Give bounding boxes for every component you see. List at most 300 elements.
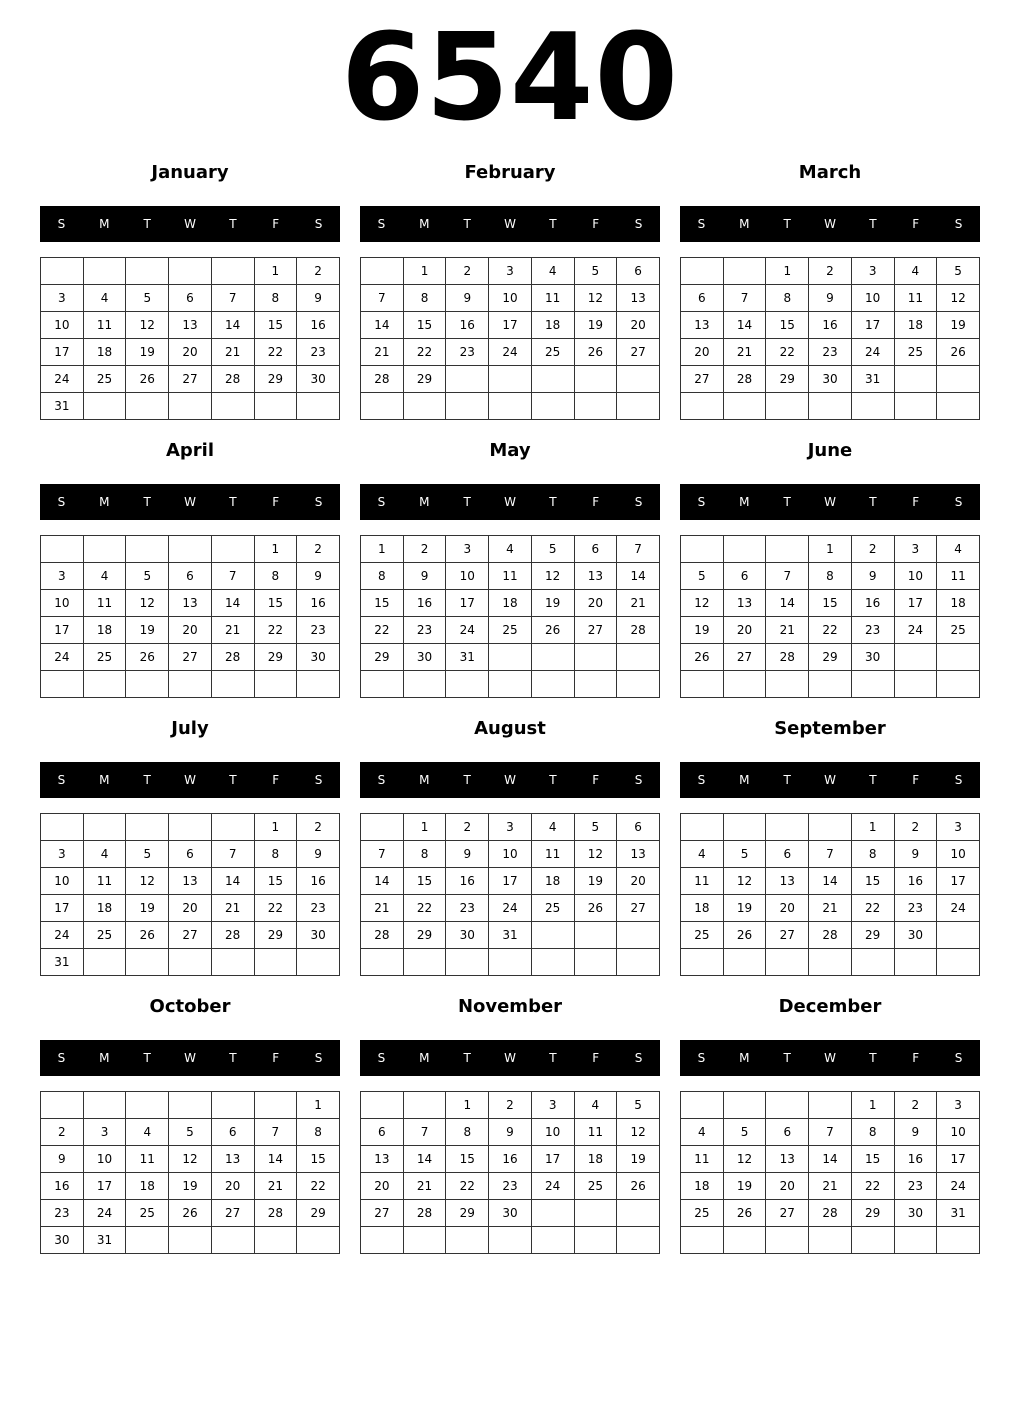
- day-cell: 1: [766, 258, 809, 285]
- day-cell: 21: [403, 1173, 446, 1200]
- day-cell: 20: [211, 1173, 254, 1200]
- day-cell: 23: [403, 617, 446, 644]
- weekday-label: W: [504, 1051, 516, 1065]
- day-cell: 28: [211, 922, 254, 949]
- day-cell: 5: [617, 1092, 660, 1119]
- day-cell: 16: [297, 312, 340, 339]
- day-cell: 2: [403, 536, 446, 563]
- day-cell: 24: [489, 339, 532, 366]
- day-cell: 11: [681, 868, 724, 895]
- day-cell: 22: [809, 617, 852, 644]
- day-cell: 6: [766, 1119, 809, 1146]
- day-cell: [254, 949, 297, 976]
- day-cell: 27: [617, 339, 660, 366]
- weekday-label: S: [314, 773, 323, 787]
- week-row: [681, 949, 980, 976]
- day-cell: 6: [211, 1119, 254, 1146]
- day-cell: [681, 258, 724, 285]
- day-cell: [489, 949, 532, 976]
- day-cell: [531, 949, 574, 976]
- day-cell: [574, 949, 617, 976]
- day-cell: 22: [766, 339, 809, 366]
- weekday-label: M: [419, 217, 430, 231]
- day-cell: 1: [851, 814, 894, 841]
- day-cell: 26: [574, 895, 617, 922]
- day-cell: 27: [169, 366, 212, 393]
- week-row: [681, 868, 980, 895]
- day-cell: [254, 1092, 297, 1119]
- day-cell: 13: [617, 841, 660, 868]
- day-cell: [531, 366, 574, 393]
- day-cell: 31: [446, 644, 489, 671]
- day-cell: 16: [446, 868, 489, 895]
- week-row: [361, 1200, 660, 1227]
- weekday-label: F: [592, 1051, 600, 1065]
- day-cell: 4: [681, 841, 724, 868]
- week-row: [361, 1119, 660, 1146]
- day-cell: 10: [937, 1119, 980, 1146]
- day-cell: 2: [297, 536, 340, 563]
- week-row: [681, 285, 980, 312]
- week-row: [681, 644, 980, 671]
- day-cell: 2: [297, 814, 340, 841]
- day-cell: [297, 1227, 340, 1254]
- day-cell: 9: [809, 285, 852, 312]
- day-cell: [937, 644, 980, 671]
- day-cell: [723, 393, 766, 420]
- weekday-label: M: [739, 217, 750, 231]
- day-cell: 1: [361, 536, 404, 563]
- day-cell: [126, 949, 169, 976]
- day-cell: 20: [361, 1173, 404, 1200]
- month-name: December: [778, 996, 882, 1017]
- day-cell: [531, 644, 574, 671]
- weekday-label: F: [912, 773, 920, 787]
- day-cell: [126, 1092, 169, 1119]
- day-cell: 19: [574, 868, 617, 895]
- day-cell: 29: [766, 366, 809, 393]
- day-cell: 15: [446, 1146, 489, 1173]
- days-grid: [680, 813, 980, 976]
- day-cell: 8: [809, 563, 852, 590]
- day-cell: 25: [681, 922, 724, 949]
- day-cell: 15: [254, 590, 297, 617]
- day-cell: 24: [937, 895, 980, 922]
- weekday-label: F: [592, 217, 600, 231]
- weekday-label: T: [229, 773, 237, 787]
- day-cell: 24: [851, 339, 894, 366]
- day-cell: [126, 258, 169, 285]
- weekday-label: M: [739, 495, 750, 509]
- day-cell: 24: [446, 617, 489, 644]
- day-cell: 24: [489, 895, 532, 922]
- weekday-label: F: [592, 495, 600, 509]
- day-cell: 17: [937, 868, 980, 895]
- day-cell: 29: [403, 922, 446, 949]
- weekday-label: M: [739, 773, 750, 787]
- weekday-label: F: [592, 773, 600, 787]
- weekday-label: S: [634, 773, 643, 787]
- day-cell: 17: [83, 1173, 126, 1200]
- day-cell: 29: [446, 1200, 489, 1227]
- week-row: [41, 895, 340, 922]
- day-cell: 9: [851, 563, 894, 590]
- day-cell: 26: [126, 366, 169, 393]
- day-cell: 26: [723, 1200, 766, 1227]
- day-cell: 3: [851, 258, 894, 285]
- day-cell: 26: [681, 644, 724, 671]
- day-cell: 4: [126, 1119, 169, 1146]
- week-row: [361, 258, 660, 285]
- day-cell: 20: [681, 339, 724, 366]
- week-row: [361, 617, 660, 644]
- day-cell: [41, 258, 84, 285]
- day-cell: 25: [531, 895, 574, 922]
- day-cell: 30: [894, 1200, 937, 1227]
- day-cell: 18: [574, 1146, 617, 1173]
- day-cell: 22: [254, 895, 297, 922]
- day-cell: 25: [937, 617, 980, 644]
- day-cell: 17: [41, 617, 84, 644]
- day-cell: 8: [403, 841, 446, 868]
- day-cell: 8: [361, 563, 404, 590]
- day-cell: 29: [254, 922, 297, 949]
- day-cell: [297, 949, 340, 976]
- day-cell: 8: [403, 285, 446, 312]
- weekday-label: M: [419, 773, 430, 787]
- day-cell: 21: [723, 339, 766, 366]
- day-cell: 1: [403, 258, 446, 285]
- day-cell: 12: [937, 285, 980, 312]
- day-cell: [169, 1227, 212, 1254]
- day-cell: 11: [531, 841, 574, 868]
- day-cell: 4: [83, 841, 126, 868]
- day-cell: 2: [446, 258, 489, 285]
- week-row: [361, 949, 660, 976]
- day-cell: [894, 949, 937, 976]
- weekday-label: S: [954, 217, 963, 231]
- day-cell: 2: [489, 1092, 532, 1119]
- day-cell: 18: [681, 1173, 724, 1200]
- day-cell: 14: [211, 868, 254, 895]
- day-cell: 5: [531, 536, 574, 563]
- day-cell: [403, 1092, 446, 1119]
- day-cell: 7: [211, 285, 254, 312]
- weekday-label: W: [824, 1051, 836, 1065]
- day-cell: 1: [254, 536, 297, 563]
- day-cell: 16: [809, 312, 852, 339]
- day-cell: [681, 949, 724, 976]
- day-cell: 11: [126, 1146, 169, 1173]
- day-cell: 18: [83, 339, 126, 366]
- day-cell: 28: [809, 922, 852, 949]
- day-cell: [446, 393, 489, 420]
- day-cell: 24: [41, 644, 84, 671]
- days-grid: [40, 813, 340, 976]
- day-cell: 12: [126, 590, 169, 617]
- day-cell: 14: [403, 1146, 446, 1173]
- week-row: [361, 1146, 660, 1173]
- weekday-label: T: [229, 1051, 237, 1065]
- week-row: [41, 563, 340, 590]
- day-cell: [83, 949, 126, 976]
- day-cell: [723, 536, 766, 563]
- day-cell: 11: [83, 312, 126, 339]
- weekday-label: F: [272, 217, 280, 231]
- day-cell: 12: [531, 563, 574, 590]
- day-cell: [489, 393, 532, 420]
- day-cell: 16: [851, 590, 894, 617]
- days-grid: [680, 1091, 980, 1254]
- day-cell: [851, 671, 894, 698]
- week-row: [361, 563, 660, 590]
- day-cell: 28: [361, 366, 404, 393]
- day-cell: 5: [574, 814, 617, 841]
- week-row: [41, 536, 340, 563]
- week-row: [681, 895, 980, 922]
- weekday-label: M: [99, 495, 110, 509]
- week-row: [361, 339, 660, 366]
- day-cell: [126, 814, 169, 841]
- week-row: [361, 590, 660, 617]
- weekday-header: [360, 206, 660, 242]
- day-cell: 7: [723, 285, 766, 312]
- weekday-header: [40, 206, 340, 242]
- day-cell: 27: [766, 1200, 809, 1227]
- day-cell: 18: [126, 1173, 169, 1200]
- day-cell: 11: [83, 868, 126, 895]
- weekday-label: M: [99, 1051, 110, 1065]
- week-row: [681, 1200, 980, 1227]
- day-cell: 25: [574, 1173, 617, 1200]
- day-cell: 3: [489, 258, 532, 285]
- day-cell: [894, 393, 937, 420]
- day-cell: [446, 949, 489, 976]
- weekday-label: S: [697, 773, 706, 787]
- day-cell: 30: [297, 366, 340, 393]
- day-cell: [211, 814, 254, 841]
- day-cell: 15: [851, 868, 894, 895]
- day-cell: 9: [297, 563, 340, 590]
- weekday-label: M: [419, 495, 430, 509]
- day-cell: [809, 814, 852, 841]
- weekday-label: W: [504, 773, 516, 787]
- day-cell: 2: [894, 1092, 937, 1119]
- day-cell: 10: [851, 285, 894, 312]
- day-cell: 30: [851, 644, 894, 671]
- weekday-label: F: [912, 495, 920, 509]
- day-cell: 15: [297, 1146, 340, 1173]
- day-cell: 1: [446, 1092, 489, 1119]
- day-cell: 14: [211, 312, 254, 339]
- weekday-header: [360, 762, 660, 798]
- day-cell: 29: [403, 366, 446, 393]
- day-cell: 27: [361, 1200, 404, 1227]
- day-cell: 9: [297, 285, 340, 312]
- weekday-label: S: [954, 495, 963, 509]
- day-cell: [126, 393, 169, 420]
- day-cell: 14: [361, 868, 404, 895]
- day-cell: 13: [723, 590, 766, 617]
- day-cell: 3: [41, 563, 84, 590]
- day-cell: [809, 671, 852, 698]
- week-row: [361, 841, 660, 868]
- month-name: November: [457, 996, 563, 1017]
- weekday-label: S: [697, 1051, 706, 1065]
- day-cell: 4: [531, 814, 574, 841]
- day-cell: 19: [937, 312, 980, 339]
- day-cell: [851, 393, 894, 420]
- day-cell: 25: [681, 1200, 724, 1227]
- weekday-label: T: [229, 217, 237, 231]
- day-cell: [574, 644, 617, 671]
- day-cell: 4: [937, 536, 980, 563]
- day-cell: 13: [681, 312, 724, 339]
- day-cell: 23: [894, 895, 937, 922]
- day-cell: [446, 1227, 489, 1254]
- day-cell: 30: [297, 644, 340, 671]
- day-cell: 11: [489, 563, 532, 590]
- weekday-label: W: [824, 217, 836, 231]
- week-row: [681, 339, 980, 366]
- day-cell: 15: [254, 868, 297, 895]
- day-cell: 14: [766, 590, 809, 617]
- weekday-label: W: [184, 217, 196, 231]
- day-cell: [681, 1092, 724, 1119]
- weekday-label: W: [184, 1051, 196, 1065]
- weekday-label: S: [57, 1051, 66, 1065]
- weekday-header: [360, 1040, 660, 1076]
- weekday-label: T: [463, 217, 471, 231]
- week-row: [361, 895, 660, 922]
- day-cell: [254, 671, 297, 698]
- day-cell: [211, 536, 254, 563]
- day-cell: 12: [574, 285, 617, 312]
- day-cell: 13: [211, 1146, 254, 1173]
- day-cell: [41, 814, 84, 841]
- day-cell: 6: [766, 841, 809, 868]
- day-cell: 2: [851, 536, 894, 563]
- week-row: [41, 949, 340, 976]
- day-cell: 5: [723, 1119, 766, 1146]
- day-cell: [937, 922, 980, 949]
- weekday-label: S: [377, 1051, 386, 1065]
- day-cell: 12: [126, 868, 169, 895]
- day-cell: [531, 922, 574, 949]
- day-cell: 25: [894, 339, 937, 366]
- week-row: [41, 1119, 340, 1146]
- day-cell: 7: [211, 841, 254, 868]
- weekday-header: [360, 484, 660, 520]
- day-cell: 21: [766, 617, 809, 644]
- weekday-label: T: [869, 217, 877, 231]
- days-grid: [360, 535, 660, 698]
- week-row: [681, 1227, 980, 1254]
- weekday-label: S: [697, 495, 706, 509]
- day-cell: 16: [894, 868, 937, 895]
- day-cell: 5: [126, 563, 169, 590]
- day-cell: 12: [723, 1146, 766, 1173]
- day-cell: [361, 671, 404, 698]
- day-cell: [489, 644, 532, 671]
- day-cell: 13: [169, 312, 212, 339]
- day-cell: 29: [851, 1200, 894, 1227]
- weekday-label: W: [184, 495, 196, 509]
- day-cell: 8: [851, 841, 894, 868]
- weekday-header: [680, 762, 980, 798]
- day-cell: 17: [531, 1146, 574, 1173]
- week-row: [41, 258, 340, 285]
- day-cell: [489, 671, 532, 698]
- day-cell: 16: [403, 590, 446, 617]
- week-row: [41, 285, 340, 312]
- weekday-label: M: [419, 1051, 430, 1065]
- day-cell: 10: [489, 285, 532, 312]
- day-cell: [254, 393, 297, 420]
- day-cell: [83, 258, 126, 285]
- day-cell: 19: [681, 617, 724, 644]
- day-cell: 2: [446, 814, 489, 841]
- day-cell: 28: [617, 617, 660, 644]
- day-cell: [681, 1227, 724, 1254]
- day-cell: 26: [937, 339, 980, 366]
- day-cell: [169, 671, 212, 698]
- day-cell: 26: [126, 644, 169, 671]
- day-cell: 30: [809, 366, 852, 393]
- day-cell: 11: [681, 1146, 724, 1173]
- day-cell: 27: [766, 922, 809, 949]
- day-cell: 18: [531, 868, 574, 895]
- day-cell: 21: [211, 617, 254, 644]
- day-cell: 9: [297, 841, 340, 868]
- day-cell: [809, 1227, 852, 1254]
- week-row: [361, 671, 660, 698]
- day-cell: 15: [766, 312, 809, 339]
- day-cell: [211, 671, 254, 698]
- day-cell: 13: [169, 868, 212, 895]
- day-cell: [531, 671, 574, 698]
- day-cell: [574, 393, 617, 420]
- day-cell: 5: [126, 285, 169, 312]
- week-row: [41, 671, 340, 698]
- weekday-label: T: [869, 495, 877, 509]
- day-cell: [211, 1227, 254, 1254]
- day-cell: 15: [403, 312, 446, 339]
- day-cell: 19: [126, 617, 169, 644]
- day-cell: 18: [83, 617, 126, 644]
- week-row: [41, 868, 340, 895]
- day-cell: 6: [169, 841, 212, 868]
- weekday-label: T: [783, 217, 791, 231]
- day-cell: [574, 366, 617, 393]
- week-row: [41, 922, 340, 949]
- day-cell: [126, 671, 169, 698]
- day-cell: 21: [361, 339, 404, 366]
- day-cell: 31: [41, 949, 84, 976]
- day-cell: [681, 536, 724, 563]
- day-cell: 21: [254, 1173, 297, 1200]
- day-cell: [809, 949, 852, 976]
- day-cell: 7: [211, 563, 254, 590]
- day-cell: [617, 922, 660, 949]
- day-cell: 29: [851, 922, 894, 949]
- day-cell: 20: [766, 1173, 809, 1200]
- day-cell: [41, 536, 84, 563]
- day-cell: 13: [361, 1146, 404, 1173]
- days-grid: [360, 813, 660, 976]
- day-cell: 22: [403, 895, 446, 922]
- day-cell: 20: [169, 339, 212, 366]
